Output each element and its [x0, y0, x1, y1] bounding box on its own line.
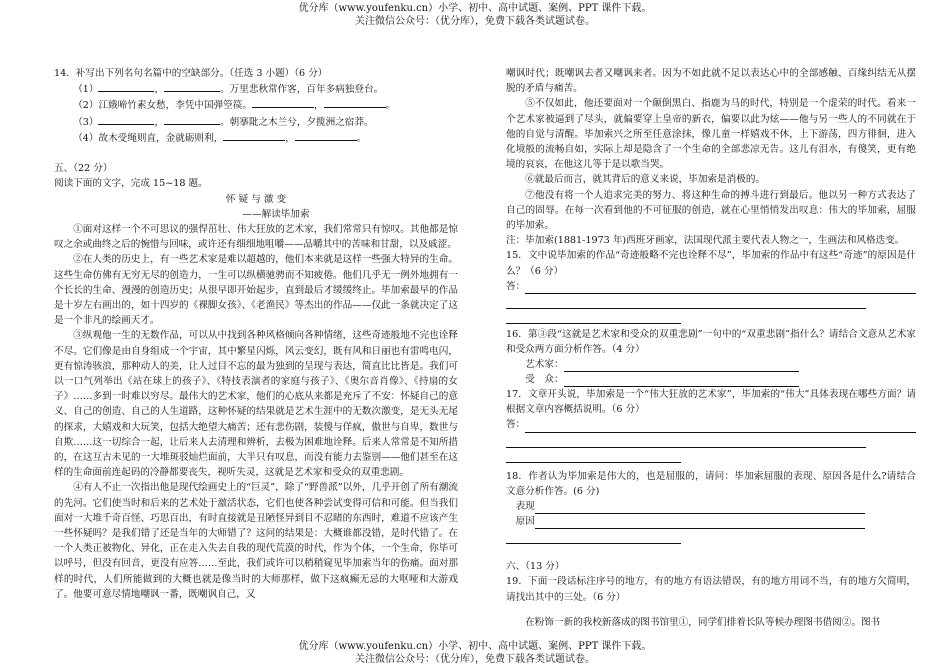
section-5-title: 五、（22 分）: [54, 163, 113, 175]
question-17: [506, 387, 916, 462]
q19-passage: 在粉饰一新的我校新落成的图书馆里①，同学们排着长队等候办理图书借阅②。图书: [525, 616, 881, 628]
spacer: [506, 544, 916, 559]
q18-answer-reason: [506, 514, 916, 529]
q18-reason-label: 原因: [515, 515, 535, 527]
header-line-1: 优分库（www.youfenku.cn）小学、初中、高中试题、案例、PPT 课件下载。: [298, 3, 652, 14]
q19-stem: 19．下面一段话标注序号的地方，有的地方有语法错误，有的地方用词不当，有的地方欠简明，请找出其中的三处。（6 分）: [506, 576, 916, 603]
q18-performance-label: 表现: [515, 500, 535, 512]
page-footer: [0, 640, 950, 666]
fill-blank[interactable]: [98, 81, 154, 92]
q15-answer-row: [506, 279, 916, 294]
essay-paragraph-3: ③纵观他一生的无数作品，可以从中找到各种风格倾向各种情绪，这些奇迹般地不完也诠释不尽。它们像是由自身组成一个宇宙，其中繁星闪烁，风云变幻，既有风和日丽也有雷鸣电闪，更有惊涛骇浪，那种动人的美，让人过目不忘的最为独到的呈现与表达，简直比比皆是。我们可以一口气列举出《站在球上的孩子》、《特技表演者的家庭与孩子》、《奥尔音肖像》、《持扇的女子》……多到一时难以穷尽。最伟大的艺术家，他们的心底从来都是充斥了不安：怀疑自己的意义、自己的创造、自己的人生道路，这种怀疑的结果就是艺术生涯中的无数次激变，是无头无尾的探求，大嬉戏和大玩笑，包括大绝望大痛苦；还有悲伤剧，装傻与佯疯，傲世与自卑，数世与自欺……这一切综合一起，让后来人去清理和辨析，去极为困难地诠释。后来人常常是不知所措的，在这互古未见的一大堆斑驳灿烂面前，大半只有叹息，而没有能力去鉴别——他们甚至在这样的生命面前连起码的冷静都要丧失，视听失灵，这就是艺术家和受众的双重悲剧。: [54, 330, 458, 479]
spacer: [54, 146, 458, 161]
q17-answer-row: [506, 418, 916, 433]
header-line-2: 关注微信公众号：（优分库），免费下载各类试题试卷。: [355, 16, 595, 27]
fill-blank[interactable]: [164, 81, 220, 92]
right-column: [506, 66, 916, 630]
essay-paragraph-6: ⑥就最后而言，就其背后的意义来说，毕加索是消极的。: [525, 174, 766, 186]
answer-line[interactable]: [506, 529, 681, 544]
fill-blank[interactable]: [98, 114, 154, 125]
section-6-title: 六、（13 分）: [506, 561, 565, 573]
footer-line-2: 关注微信公众号：（优分库），免费下载各类试题试卷。: [355, 654, 595, 665]
answer-line[interactable]: [506, 294, 866, 309]
answer-line[interactable]: [506, 433, 866, 448]
q14-item-4-head: （4）故木受绳则直，金就砺则利，: [73, 132, 224, 144]
q16-answer-artist: [506, 357, 916, 372]
footer-line-1: 优分库（www.youfenku.cn）小学、初中、高中试题、案例、PPT 课件下载。: [298, 641, 652, 652]
answer-line[interactable]: [535, 501, 865, 514]
q16-stem: 16．第③段“这就是艺术家和受众的双重悲剧”一句中的“双重悲剧”指什么？请结合文意从艺术家和受众两方面分析作答。（4 分）: [506, 328, 916, 356]
essay-title: 怀 疑 与 激 变: [225, 193, 287, 205]
q16-answer-audience: [506, 372, 916, 387]
question-18: [506, 469, 916, 544]
q14-item-3-num: （3）: [73, 116, 99, 128]
answer-line[interactable]: [525, 281, 916, 294]
essay-paragraph-4: ④有人不止一次指出他是现代绘画史上的“巨灵”，除了“野兽派”以外，几乎开创了所有潮流的先河。它们使当时和后来的艺术处于激活状态，它们也使各种尝试变得可信和可能。但当我们面对一大堆千奇百怪、巧思百出，有时直接就是丑陋怪异到目不忍睹的东西时，难道不应该产生一些怀疑吗？是我们错了还是当年的大师错了？这问的结果是：大概谁都没错，是时代错了。在一个人类正被物化、异化，正在走入失去自我的现代荒漠的时代，作为个体，一个生命，你毕可以呼号，但没有回音，更没有应答……至此，我们或许可以稍稍窥见毕加索当年的伤痛。面对那样的时代，人们所能做到的大概也就是像当时的大师那样，做下这疯癫无忌的大呕哑和大游戏了。他要可意尽情地嘲讽一番，既嘲讽自己，又: [54, 482, 458, 600]
q16-artist-label: 艺术家：: [525, 359, 564, 371]
q14-item-3-tail: 。朝搴阰之木兰兮，夕揽洲之宿莽。: [220, 116, 374, 128]
section-5-intro: 阅读下面的文字，完成 15~18 题。: [54, 178, 208, 190]
q14-item-2-sep: ，: [313, 100, 324, 112]
section-5: [54, 161, 458, 602]
q14-item-1-sep: ，: [154, 84, 165, 96]
essay-paragraph-1: ①面对这样一个不可思议的强悍茁壮、伟大狂放的艺术家，我们常常只有惊叹。其他都是惊叹之余或曲终之后的惋惜与回味，或许还有细细地咀嚼——品嚼其中的苦味和甘甜，以及戚涩。: [54, 224, 458, 251]
answer-line[interactable]: [525, 420, 916, 433]
question-15: [506, 248, 916, 323]
q14-item-2: [54, 97, 458, 113]
q14-item-4-sep: ，: [285, 132, 295, 144]
q14-item-2-head: （2）江娥啼竹素女愁，李凭中国弹箜篌。: [73, 100, 252, 112]
answer-line[interactable]: [506, 448, 681, 463]
q14-item-1-tail: 。万里悲秋常作客，百年多病独登台。: [220, 84, 384, 96]
essay-subtitle: ——解读毕加索: [242, 208, 310, 220]
q14-stem: 14．补写出下列名句名篇中的空缺部分。（任选 3 小题）（6 分）: [54, 68, 328, 79]
answer-line[interactable]: [506, 309, 681, 324]
page-header: [0, 2, 950, 28]
q18-stem: 18．作者认为毕加索是伟大的，也是屈服的，请问：毕加索屈服的表现、原因各是什么?请结合文意分析作答。(6 分): [506, 470, 916, 497]
fill-blank[interactable]: [164, 114, 220, 125]
answer-line[interactable]: [535, 516, 865, 529]
fill-blank[interactable]: [252, 97, 314, 108]
fill-blank[interactable]: [324, 97, 386, 108]
answer-line[interactable]: [564, 374, 799, 387]
essay-paragraph-2: ②在人类的历史上，有一些艺术家是难以超越的，他们本来就是这样一些强大特异的生命。这些生命仿佛有无穷无尽的创造力，一生可以纵横驰骋而不知疲倦。他们几乎无一例外地拥有一个长长的生命、漫漫的创造历史；从很早即开始起步，直到最后才缓缓终止。毕加索最早的作品是十岁左右画出的，如十四岁的《裸脚女孩》、《老渔民》等杰出的作品——仅此一条就决定了这是一个非凡的绘画天才。: [54, 254, 458, 327]
q17-stem: 17．文章开头说，毕加索是一个“伟大狂放的艺术家”，毕加索的“伟大”具体表现在哪些方面？请根据文章内容概括说明。（6 分）: [506, 389, 916, 416]
essay-note: 注：毕加索(1881-1973 年)西班牙画家，法国现代派主要代表人物之一，生画法和风格迭变。: [506, 235, 905, 247]
question-16: [506, 327, 916, 387]
q14-item-4-tail: 。: [356, 132, 367, 144]
spacer: [506, 605, 916, 615]
q18-answer-performance: [506, 499, 916, 514]
question-14: [54, 66, 458, 146]
essay-paragraph-5: ⑤不仅如此，他还要面对一个颠倒黑白、指鹿为马的时代，特别是一个虚荣的时代。看来一个艺术家被逼到了尽头，就偏要穿上皇帝的新衣，偏要以此为炫——他与另一些人的不同就在于他的自觉与清醒。毕加索兴之所至任意涂抹，像儿童一样嬉戏不休，上下游荡，四方徘徊，进入化境般的流畅自如，实际上却是隐含了一个生命的全部悲凉无告。这儿有泪水，有傻笑，更有绝境的哀哀，在他这儿等于是以歌当哭。: [506, 98, 916, 171]
left-column: [54, 66, 458, 602]
q14-item-2-tail: 。: [385, 100, 396, 112]
q15-stem: 15．文中说毕加索的作品“奇迹般略不完也诠释不尽”，毕加索的作品中有这些“奇迹”的原因是什么？（6 分）: [506, 250, 916, 277]
section-6: [506, 559, 916, 630]
q14-item-1-num: （1）: [73, 84, 99, 96]
q14-item-4: [54, 130, 458, 146]
q14-item-3: [54, 114, 458, 130]
fill-blank[interactable]: [223, 130, 285, 141]
q17-answer-label: 答：: [506, 419, 526, 431]
fill-blank[interactable]: [295, 130, 357, 141]
q15-answer-label: 答：: [506, 280, 526, 292]
q14-item-1: [54, 81, 458, 97]
q16-audience-label: 受 众：: [525, 374, 564, 386]
q14-item-3-sep: ，: [154, 116, 165, 128]
answer-line[interactable]: [564, 359, 799, 372]
essay-paragraph-4-continued: 嘲讽时代；既嘲讽去者又嘲讽来者。因为不如此就不足以表达心中的全部感触、百缘纠结无从摆脱的矛盾与痛苦。: [506, 68, 916, 95]
essay-paragraph-7: ⑦他没有将一个人追求完美的努力、将这种生命的搏斗进行到最后。他以另一种方式表达了自己的固辱。在每一次看到他的不可征服的创造，就在心里悄悄发出叹息：伟大的毕加索，屈服的毕加索。: [506, 189, 916, 232]
